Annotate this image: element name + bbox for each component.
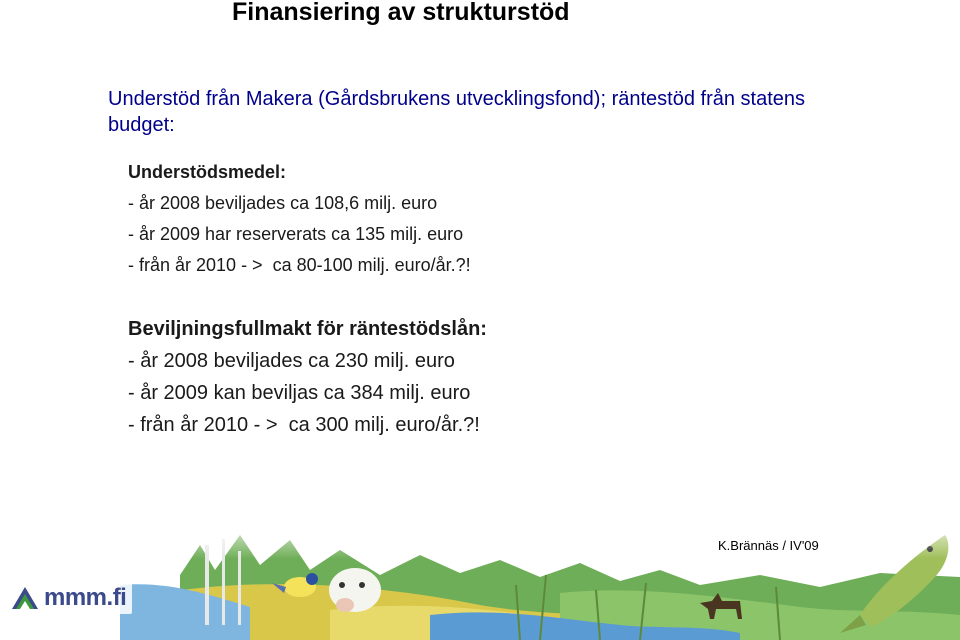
- loan-authority-section: [128, 313, 487, 441]
- grant-funds-line-2010: - från år 2010 - > ca 80-100 milj. euro/år.?!: [128, 255, 471, 275]
- loan-authority-heading: Beviljningsfullmakt för räntestödslån:: [128, 318, 487, 340]
- author-credit: K.Brännäs / IV'09: [718, 538, 819, 553]
- grant-funds-heading: Understödsmedel:: [128, 162, 287, 182]
- slide-title: Finansiering av strukturstöd: [232, 0, 570, 26]
- mmm-logo: [8, 582, 132, 614]
- grant-funds-line-2008: - år 2008 beviljades ca 108,6 milj. euro: [128, 193, 438, 213]
- intro-text: Understöd från Makera (Gårdsbrukens utvecklingsfond); räntestöd från statens budget:: [108, 88, 806, 136]
- mmm-triangle-logo-icon: [10, 585, 40, 611]
- loan-authority-line-2009: - år 2009 kan beviljas ca 384 milj. euro: [128, 382, 471, 404]
- loan-authority-line-2008: - år 2008 beviljades ca 230 milj. euro: [128, 350, 455, 372]
- landscape-banner-illustration: [0, 515, 960, 640]
- logo-text: mmm.fi: [44, 584, 127, 611]
- loan-authority-line-2010: - från år 2010 - > ca 300 milj. euro/år.?!: [128, 414, 480, 436]
- grant-funds-line-2009: - år 2009 har reserverats ca 135 milj. euro: [128, 224, 464, 244]
- grant-funds-section: [128, 157, 471, 281]
